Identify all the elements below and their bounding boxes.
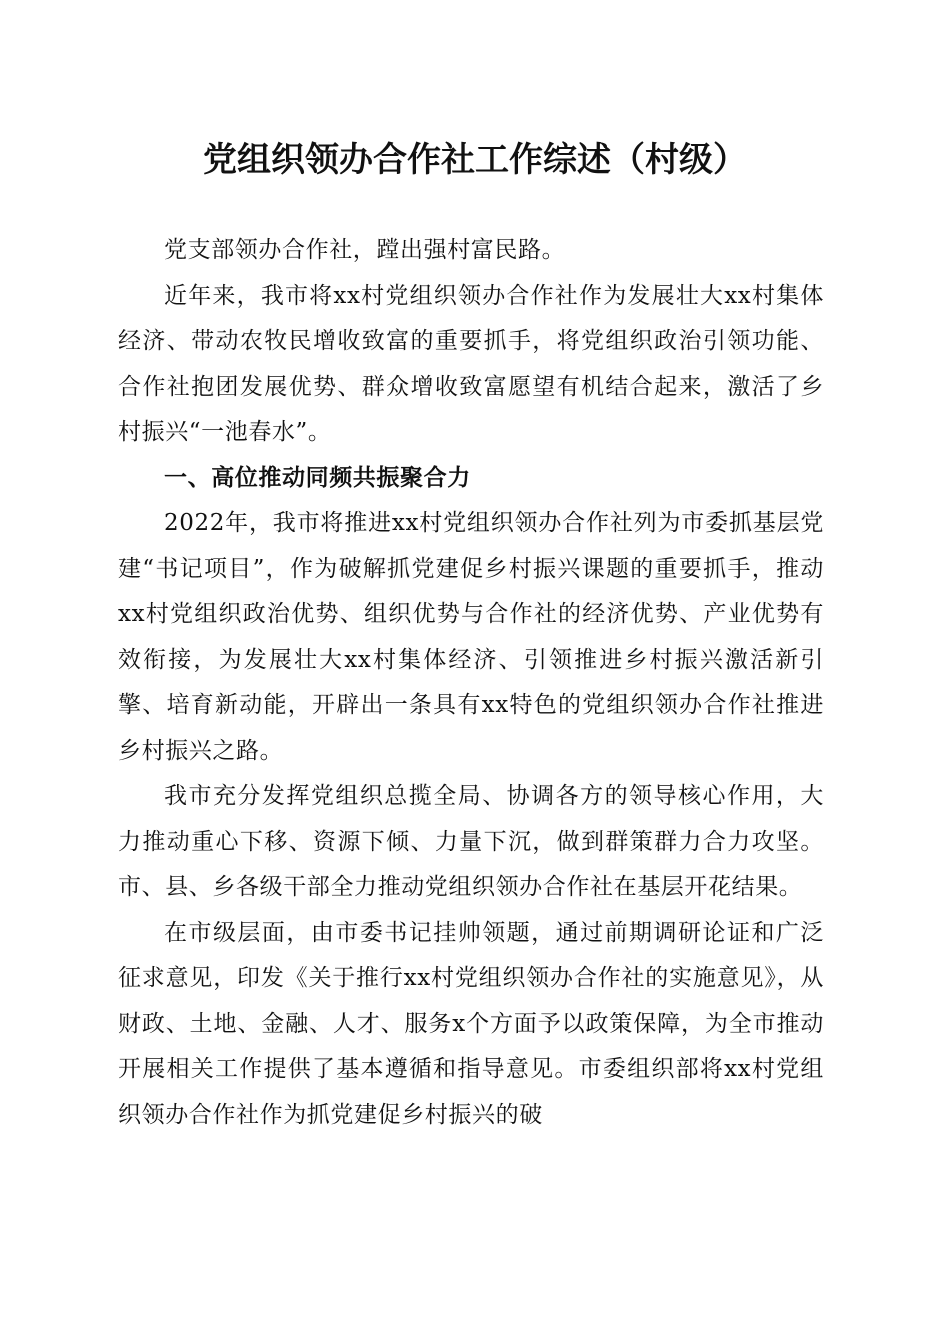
paragraph-intro: 党支部领办合作社，蹚出强村富民路。 [164,237,566,263]
paragraph-2022: 2022年，我市将推进xx村党组织领办合作社列为市委抓基层党建“书记项目”，作为破解抓党建促乡村振兴课题的重要抓手，推动xx村党组织政治优势、组织优势与合作社的经济优势、产业优势有效衔接，为发展壮大xx村集体经济、引领推进乡村振兴激活新引擎、培育新动能，开辟出一条具有xx特色的党组织领办合作社推进乡村振兴之路。 [118,510,824,764]
paragraph-overview: 近年来，我市将xx村党组织领办合作社作为发展壮大xx村集体经济、带动农牧民增收致富的重要抓手，将党组织政治引领功能、合作社抱团发展优势、群众增收致富愿望有机结合起来，激活了乡村振兴“一池春水”。 [118,282,824,445]
document-title: 党组织领办合作社工作综述（村级） [203,140,747,180]
paragraph-leadership: 我市充分发挥党组织总揽全局、协调各方的领导核心作用，大力推动重心下移、资源下倾、力量下沉，做到群策群力合力攻坚。市、县、乡各级干部全力推动党组织领办合作社在基层开花结果。 [118,783,824,900]
document-body [118,228,824,1138]
paragraph-city-level: 在市级层面，由市委书记挂帅领题，通过前期调研论证和广泛征求意见，印发《关于推行xx村党组织领办合作社的实施意见》，从财政、土地、金融、人才、服务x个方面予以政策保障，为全市推动开展相关工作提供了基本遵循和指导意见。市委组织部将xx村党组织领办合作社作为抓党建促乡村振兴的破 [118,919,824,1128]
section-heading-1: 一、高位推动同频共振聚合力 [164,464,471,491]
